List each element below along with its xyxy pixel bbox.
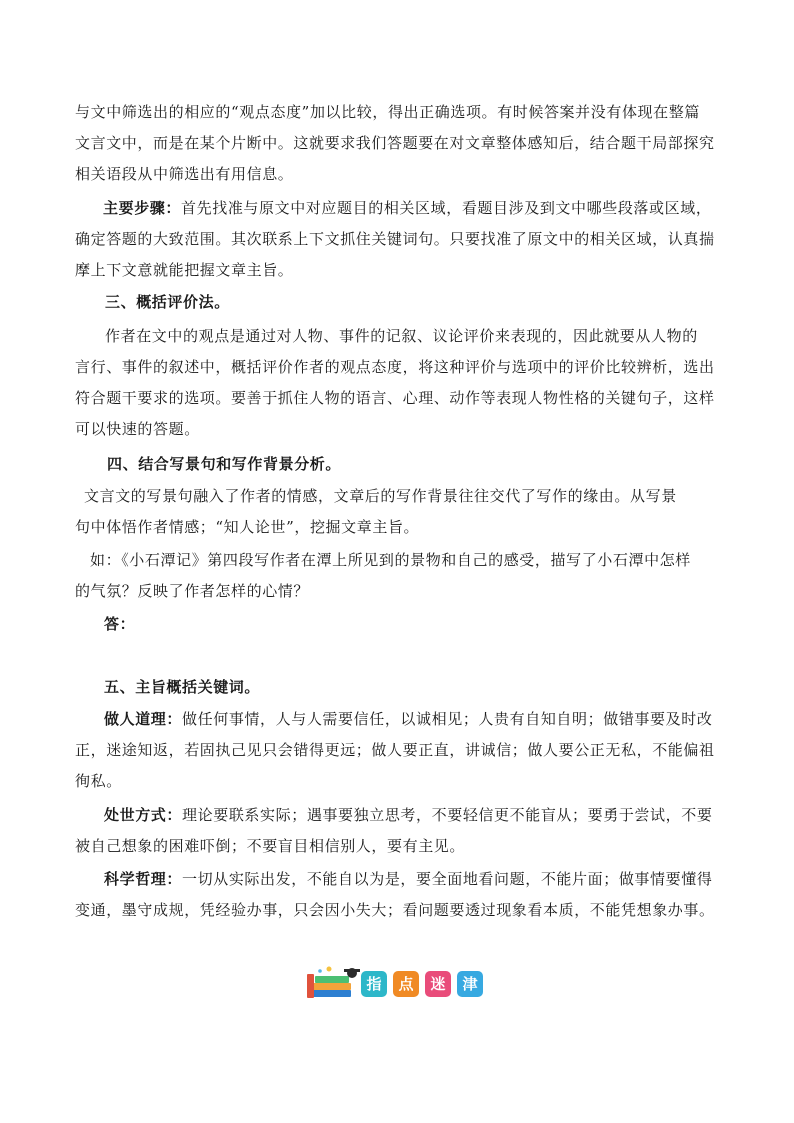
keyword-label-manner: 处世方式：	[104, 806, 183, 824]
example-question-line: 如：《小石潭记》第四段写作者在潭上所见到的景物和自己的感受，描写了小石潭中怎样	[90, 551, 691, 569]
paragraph-line: 确定答题的大致范围。其次联系上下文抓住关键词句。只要找准了原文中的相关区域，认真揣	[75, 230, 715, 248]
paragraph-line: 徇私。	[75, 772, 122, 790]
keyword-label-conduct: 做人道理：	[104, 710, 183, 728]
logo-banner	[305, 964, 490, 1004]
main-steps-text: 首先找准与原文中对应题目的相关区域，看题目涉及到文中哪些段落或区域，	[181, 199, 712, 217]
answer-label: 答：	[104, 615, 136, 633]
paragraph-line: 正，迷途知返，若固执己见只会错得更远；做人要正直，讲诚信；做人要公正无私，不能偏祖	[75, 741, 715, 759]
logo-char-tile: 津	[457, 971, 483, 997]
paragraph-line: 被自己想象的困难吓倒；不要盲目相信别人，要有主见。	[75, 837, 466, 855]
main-steps-line	[103, 198, 725, 218]
keyword-text: 理论要联系实际；遇事要独立思考，不要轻信更不能盲从；要勇于尝试，不要	[182, 806, 713, 824]
section-heading-5: 五、主旨概括关键词。	[104, 678, 261, 696]
keyword-line	[104, 709, 725, 729]
paragraph-line: 言行、事件的叙述中，概括评价作者的观点态度，将这种评价与选项中的评价比较辨析，选出	[75, 358, 715, 376]
paragraph-line: 句中体悟作者情感；“知人论世”，挖掘文章主旨。	[75, 518, 420, 536]
paragraph-line: 相关语段从中筛选出有用信息。	[75, 165, 294, 183]
paragraph-line: 符合题干要求的选项。要善于抓住人物的语言、心理、动作等表现人物性格的关键句子，这样	[75, 389, 715, 407]
keyword-text: 一切从实际出发，不能自以为是，要全面地看问题，不能片面；做事情要懂得	[182, 870, 713, 888]
paragraph-line: 可以快速的答题。	[75, 420, 200, 438]
section-heading-4: 四、结合写景句和写作背景分析。	[107, 455, 342, 473]
books-icon	[305, 964, 363, 1004]
example-question-line: 的气氛？反映了作者怎样的心情？	[75, 582, 310, 600]
section-heading-3: 三、概括评价法。	[105, 293, 230, 311]
paragraph-line: 文言文中，而是在某个片断中。这就要求我们答题要在对文章整体感知后，结合题干局部探究	[75, 134, 715, 152]
logo-char-tile: 迷	[425, 971, 451, 997]
keyword-line	[104, 805, 725, 825]
paragraph-line: 变通，墨守成规，凭经验办事，只会因小失大；看问题要透过现象看本质，不能凭想象办事。	[75, 901, 715, 919]
paragraph-line: 摩上下文意就能把握文章主旨。	[75, 261, 294, 279]
main-steps-label: 主要步骤：	[103, 199, 182, 217]
paragraph-line: 与文中筛选出的相应的“观点态度”加以比较，得出正确选项。有时候答案并没有体现在整篇	[75, 103, 700, 121]
paragraph-line: 文言文的写景句融入了作者的情感，文章后的写作背景往往交代了写作的缘由。从写景	[84, 487, 677, 505]
keyword-label-philosophy: 科学哲理：	[104, 870, 183, 888]
paragraph-line: 作者在文中的观点是通过对人物、事件的记叙、议论评价来表现的，因此就要从人物的	[105, 327, 698, 345]
keyword-line	[104, 869, 725, 889]
logo-char-tile: 指	[361, 971, 387, 997]
logo-char-tile: 点	[393, 971, 419, 997]
keyword-text: 做任何事情，人与人需要信任，以诚相见；人贵有自知自明；做错事要及时改	[182, 710, 713, 728]
